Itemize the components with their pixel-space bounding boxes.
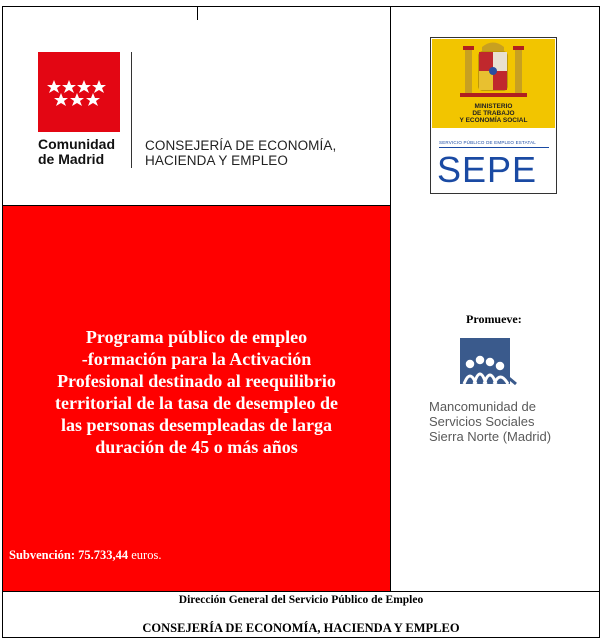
footer-directorate: Dirección General del Servicio Público de Empleo <box>178 594 424 606</box>
divider <box>197 6 198 20</box>
promoter-name: Mancomunidad de Servicios Sociales Sierra Norte (Madrid) <box>429 399 552 444</box>
consejeria-name: CONSEJERÍA DE ECONOMÍA, HACIENDA Y EMPLEO <box>145 138 337 168</box>
subsidy-unit: euros. <box>128 548 162 562</box>
mancomunidad-logo-icon <box>460 338 518 393</box>
divider <box>439 147 549 148</box>
footer-consejeria: CONSEJERÍA DE ECONOMÍA, HACIENDA Y EMPLEO <box>142 621 460 635</box>
spain-coat-of-arms-icon <box>432 39 555 103</box>
promoter-label: Promueve: <box>466 312 522 326</box>
ministry-banner <box>432 39 555 128</box>
divider <box>2 591 600 592</box>
sepe-acronym: SEPE <box>437 149 538 190</box>
logo-separator <box>131 52 132 168</box>
program-title: Programa público de empleo -formación para la Activación Profesional destinado al reequilibrio territorial de la tasa de desempleo de las personas desempleadas de larga duración de 45 o más años <box>55 327 338 457</box>
sepe-logo <box>430 37 557 194</box>
divider <box>390 6 391 592</box>
comunidad-madrid-flag-icon <box>38 52 120 132</box>
sepe-service-name: SERVICIO PÚBLICO DE EMPLEO ESTATAL <box>439 140 536 145</box>
subsidy-amount <box>9 548 161 563</box>
comunidad-madrid-name: Comunidad de Madrid <box>38 136 115 167</box>
ministry-name: MINISTERIO DE TRABAJO Y ECONOMÍA SOCIAL <box>459 103 528 124</box>
subsidy-label: Subvención: 75.733,44 <box>9 548 129 562</box>
